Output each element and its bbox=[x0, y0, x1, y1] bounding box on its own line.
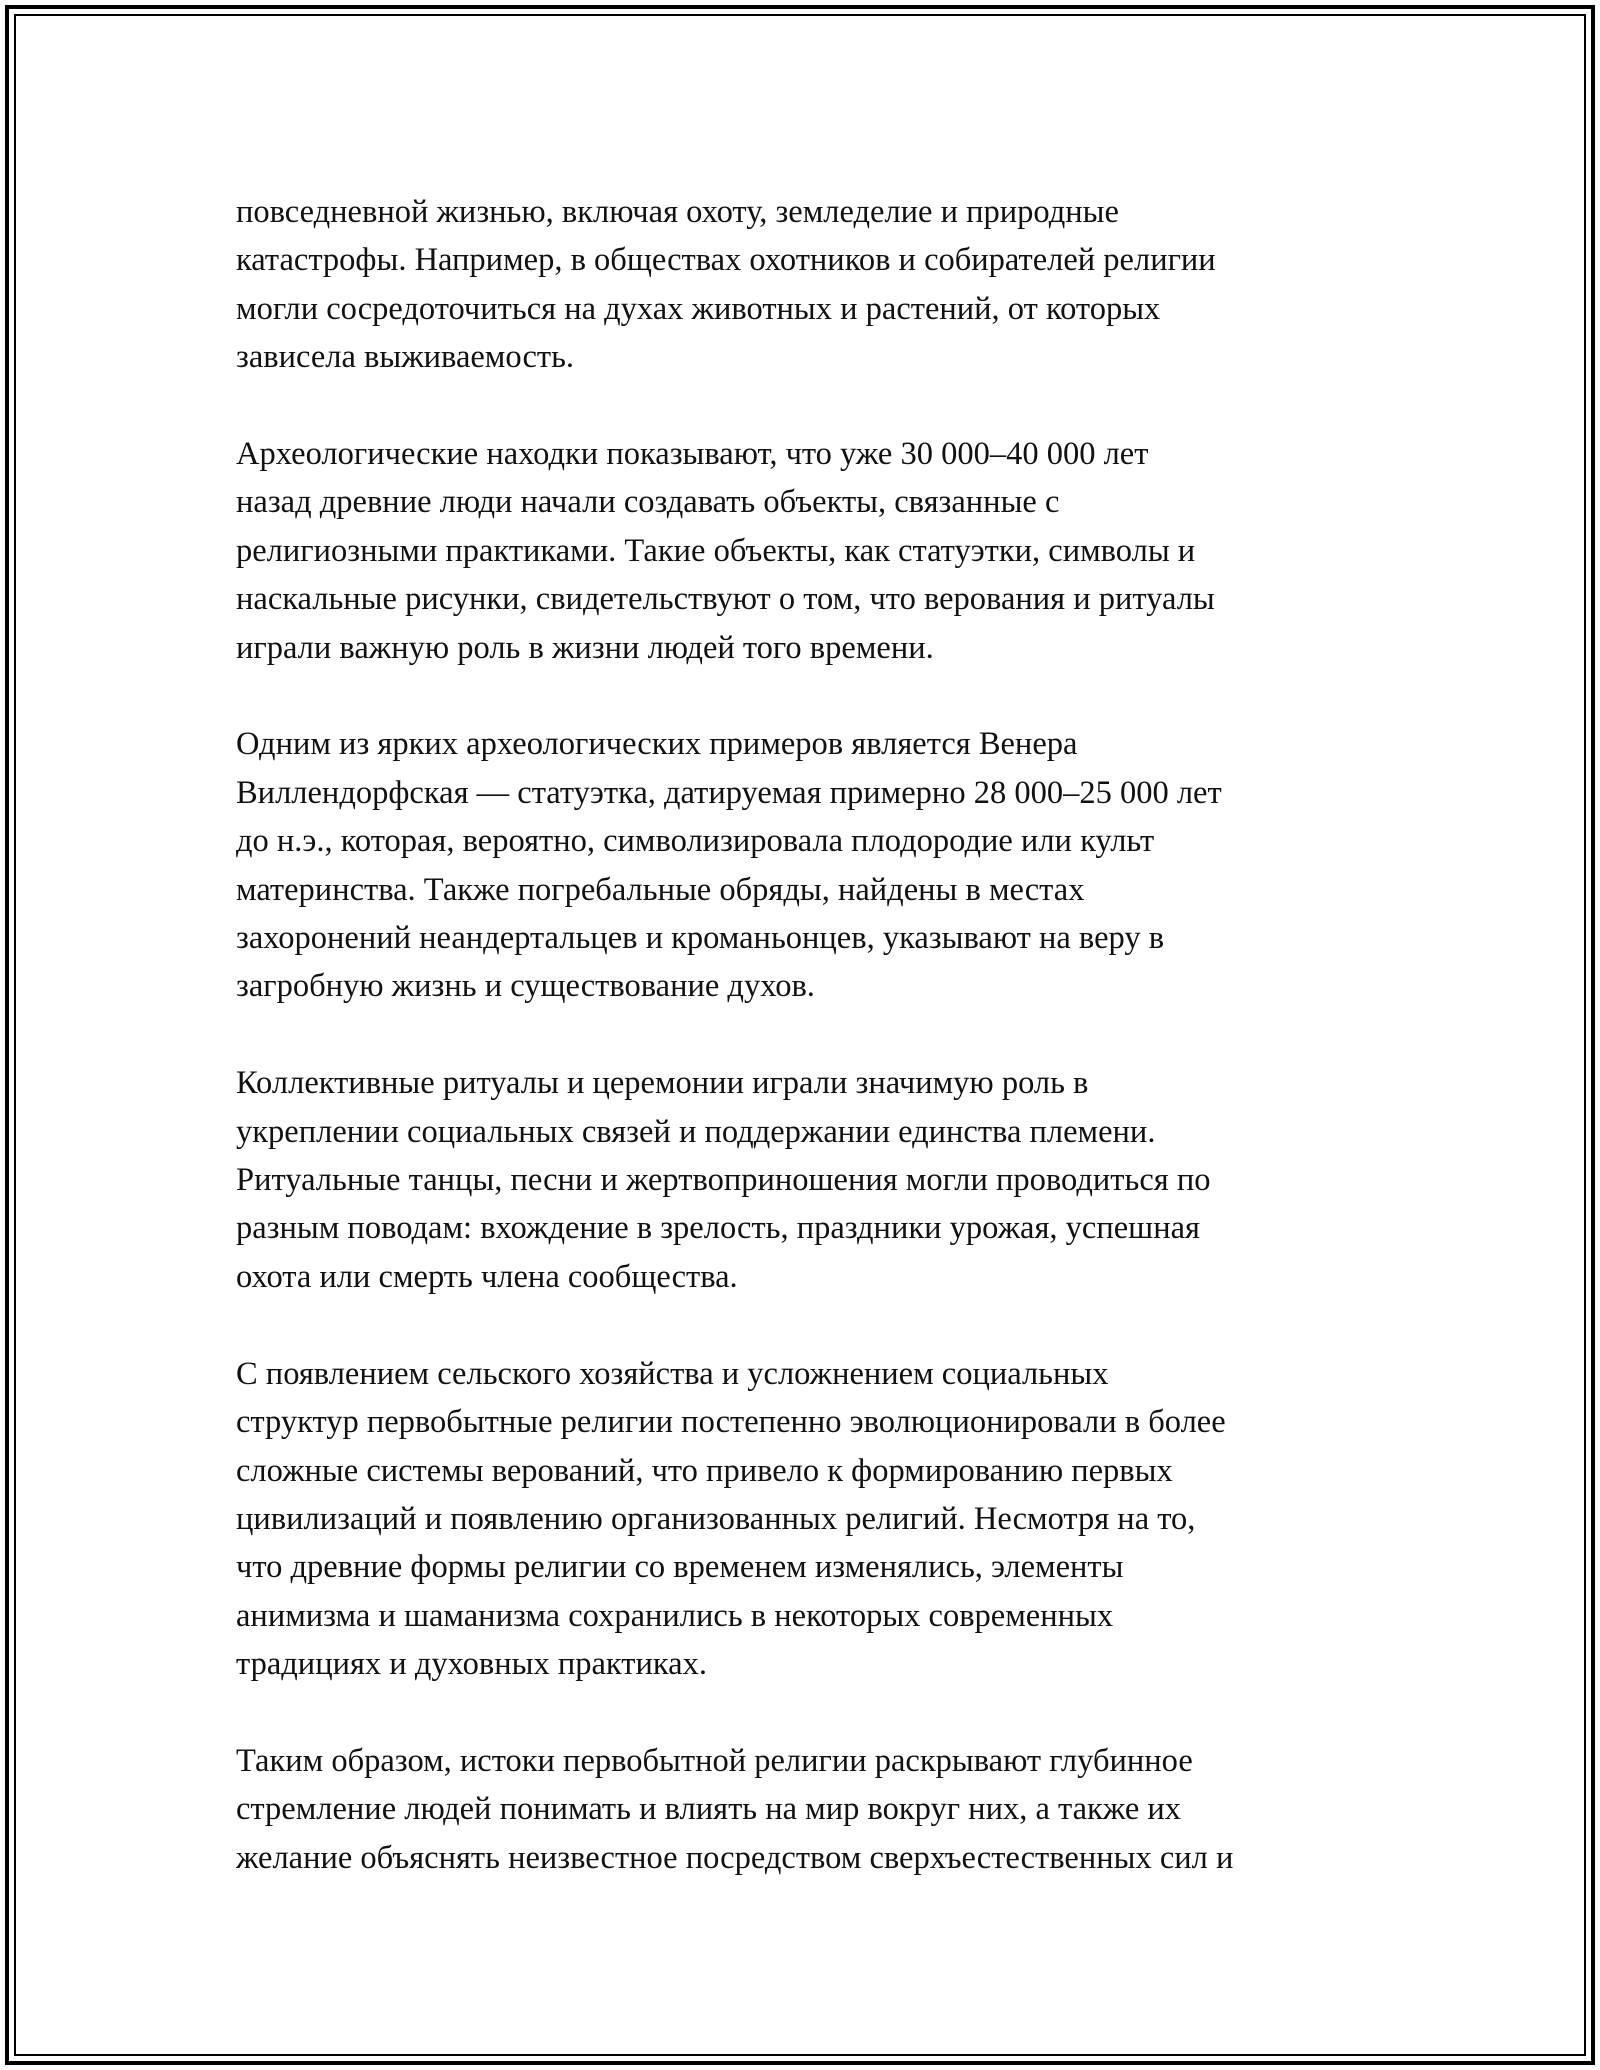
text-line: стремление людей понимать и влиять на мир вокруг них, а также их bbox=[236, 1791, 1182, 1828]
text-line: Коллективные ритуалы и церемонии играли значимую роль в bbox=[236, 1065, 1089, 1102]
text-line: религиозными практиками. Такие объекты, как статуэтки, символы и bbox=[236, 532, 1196, 569]
text-line: назад древние люди начали создавать объекты, связанные с bbox=[236, 484, 1060, 521]
text-line: Археологические находки показывают, что уже 30 000–40 000 лет bbox=[236, 436, 1149, 473]
text-line: зависела выживаемость. bbox=[236, 339, 575, 376]
text-line: Ритуальные танцы, песни и жертвоприношения могли проводиться по bbox=[236, 1162, 1211, 1199]
paragraph bbox=[236, 1059, 1376, 1301]
text-line: Таким образом, истоки первобытной религии раскрывают глубинное bbox=[236, 1742, 1193, 1779]
paragraph bbox=[236, 720, 1376, 1010]
text-line: играли важную роль в жизни людей того времени. bbox=[236, 629, 934, 666]
paragraph bbox=[236, 188, 1376, 382]
text-line: анимизма и шаманизма сохранились в некоторых современных bbox=[236, 1597, 1114, 1634]
text-line: материнства. Также погребальные обряды, найдены в местах bbox=[236, 871, 1085, 908]
text-line: повседневной жизнью, включая охоту, земледелие и природные bbox=[236, 194, 1119, 230]
text-line: наскальные рисунки, свидетельствуют о том, что верования и ритуалы bbox=[236, 581, 1215, 618]
text-line: захоронений неандертальцев и кроманьонцев, указывают на веру в bbox=[236, 920, 1165, 957]
text-line: Виллендорфская — статуэтка, датируемая примерно 28 000–25 000 лет bbox=[236, 774, 1222, 811]
text-line: катастрофы. Например, в обществах охотников и собирателей религии bbox=[236, 242, 1216, 279]
document-body bbox=[236, 188, 1376, 1882]
text-line: до н.э., которая, вероятно, символизировала плодородие или культ bbox=[236, 823, 1155, 860]
text-line: Одним из ярких археологических примеров является Венера bbox=[236, 726, 1078, 763]
text-line: сложные системы верований, что привело к формированию первых bbox=[236, 1452, 1173, 1489]
text-line: что древние формы религии со временем изменялись, элементы bbox=[236, 1549, 1124, 1586]
text-line: загробную жизнь и существование духов. bbox=[236, 968, 815, 1005]
text-line: разным поводам: вхождение в зрелость, праздники урожая, успешная bbox=[236, 1210, 1200, 1247]
text-line: цивилизаций и появлению организованных религий. Несмотря на то, bbox=[236, 1500, 1196, 1537]
paragraph bbox=[236, 1350, 1376, 1689]
text-line: желание объяснять неизвестное посредством сверхъестественных сил и bbox=[236, 1839, 1234, 1876]
text-line: могли сосредоточиться на духах животных и растений, от которых bbox=[236, 290, 1161, 327]
text-line: охота или смерть члена сообщества. bbox=[236, 1258, 738, 1295]
paragraph bbox=[236, 430, 1376, 672]
text-line: структур первобытные религии постепенно эволюционировали в более bbox=[236, 1404, 1226, 1441]
text-line: укреплении социальных связей и поддержании единства племени. bbox=[236, 1113, 1156, 1150]
text-line: С появлением сельского хозяйства и усложнением социальных bbox=[236, 1355, 1109, 1392]
text-line: традициях и духовных практиках. bbox=[236, 1646, 707, 1683]
paragraph bbox=[236, 1737, 1376, 1882]
